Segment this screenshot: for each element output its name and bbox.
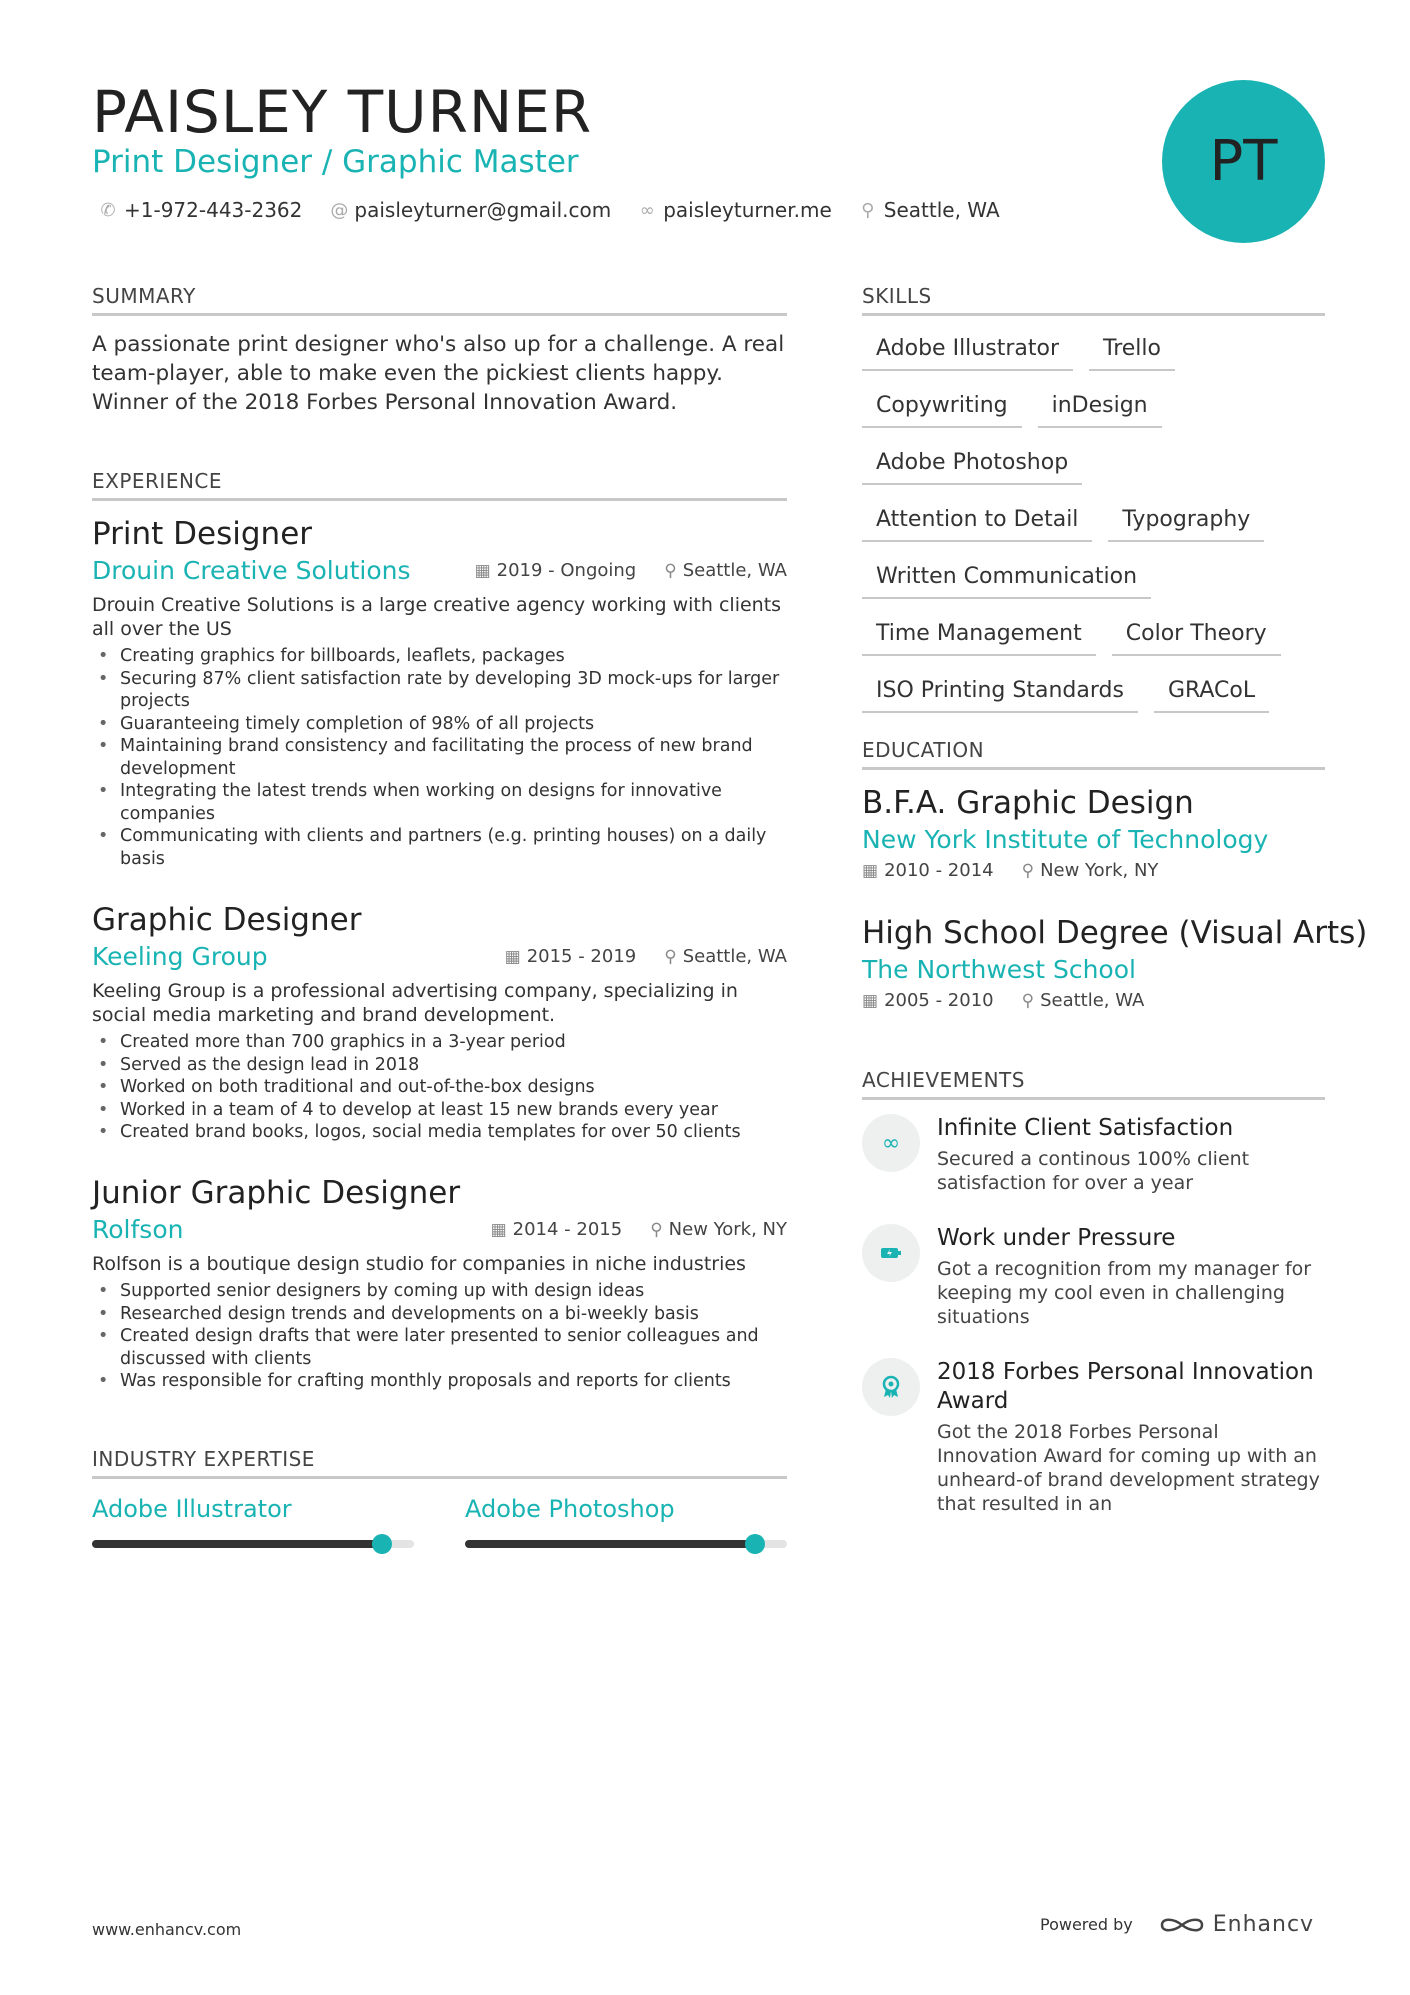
company-name: Keeling Group	[92, 942, 268, 971]
contact-website[interactable]	[639, 198, 832, 222]
expertise-bar	[92, 1540, 414, 1548]
location-icon: ⚲	[650, 1219, 663, 1240]
contact-phone-text: +1-972-443-2362	[124, 198, 303, 222]
footer-branding[interactable]	[1040, 1912, 1314, 1937]
contact-location	[860, 198, 1000, 222]
job-dates: 2019 - Ongoing	[496, 560, 637, 581]
bullet-item: • Supported senior designers by coming up with design ideas	[92, 1280, 787, 1303]
location-icon: ⚲	[664, 560, 677, 581]
infinity-icon: ∞	[862, 1114, 920, 1172]
job-description: Rolfson is a boutique design studio for companies in niche industries	[92, 1253, 746, 1275]
company-name: Drouin Creative Solutions	[92, 556, 411, 585]
achievement-item	[862, 1114, 1325, 1195]
achievement-title: Infinite Client Satisfaction	[937, 1115, 1234, 1141]
calendar-icon: ▦	[862, 990, 879, 1011]
skill-tag: Copywriting	[862, 387, 1022, 428]
company-name: Rolfson	[92, 1215, 184, 1244]
bullet-item: • Integrating the latest trends when working on designs for innovative companies	[92, 780, 787, 825]
bullet-item: • Created brand books, logos, social media templates for over 50 clients	[92, 1121, 787, 1144]
degree-title: High School Degree (Visual Arts)	[862, 915, 1368, 951]
contact-location-text: Seattle, WA	[883, 198, 1000, 222]
education-dates: 2005 - 2010	[884, 990, 994, 1011]
bullet-item: • Securing 87% client satisfaction rate by developing 3D mock-ups for larger projects	[92, 668, 787, 713]
bullet-item: • Creating graphics for billboards, leaflets, packages	[92, 645, 787, 668]
bullet-item: • Researched design trends and developments on a bi-weekly basis	[92, 1303, 787, 1326]
contact-website-text: paisleyturner.me	[663, 198, 832, 222]
expertise-item	[465, 1495, 787, 1548]
job-dates: 2015 - 2019	[526, 946, 637, 967]
achievement-item	[862, 1224, 1325, 1329]
job-description: Drouin Creative Solutions is a large creative agency working with clients all over the US	[92, 594, 782, 640]
bullet-item: • Created design drafts that were later presented to senior colleagues and discussed with clients	[92, 1325, 787, 1370]
job-bullets	[92, 1031, 787, 1144]
education-meta	[862, 990, 1325, 1011]
skills-list	[862, 330, 1325, 713]
skill-tag: Adobe Photoshop	[862, 444, 1082, 485]
expertise-label: Adobe Photoshop	[465, 1495, 675, 1523]
achievement-description: Secured a continous 100% client satisfaction for over a year	[937, 1148, 1250, 1194]
battery-icon	[862, 1224, 920, 1282]
award-icon	[862, 1358, 920, 1416]
job-location: Seattle, WA	[682, 560, 787, 581]
avatar: PT	[1162, 80, 1325, 243]
achievement-description: Got a recognition from my manager for keeping my cool even in challenging situations	[937, 1258, 1312, 1328]
bullet-item: • Maintaining brand consistency and facilitating the process of new brand development	[92, 735, 787, 780]
skill-tag: ISO Printing Standards	[862, 672, 1138, 713]
job-entry	[92, 516, 787, 870]
contact-bar	[100, 198, 1028, 222]
section-heading-achievements: ACHIEVEMENTS	[862, 1068, 1325, 1100]
bullet-item: • Communicating with clients and partners (e.g. printing houses) on a daily basis	[92, 825, 787, 870]
job-location: New York, NY	[668, 1219, 787, 1240]
section-heading-skills: SKILLS	[862, 284, 1325, 316]
achievement-description: Got the 2018 Forbes Personal Innovation Award for coming up with an unheard-of brand development strategy that resulted in an	[937, 1421, 1320, 1515]
achievement-title: 2018 Forbes Personal Innovation Award	[937, 1359, 1314, 1414]
education-location: Seattle, WA	[1040, 990, 1145, 1011]
candidate-title: Print Designer / Graphic Master	[92, 144, 579, 180]
job-title: Graphic Designer	[92, 902, 362, 938]
skill-tag: Attention to Detail	[862, 501, 1092, 542]
job-meta	[505, 946, 787, 967]
enhancv-logo-icon	[1159, 1914, 1205, 1936]
expertise-item	[92, 1495, 414, 1548]
bullet-item: • Was responsible for crafting monthly proposals and reports for clients	[92, 1370, 787, 1393]
bullet-item: • Served as the design lead in 2018	[92, 1054, 787, 1077]
contact-email[interactable]	[330, 198, 611, 222]
calendar-icon: ▦	[862, 860, 879, 881]
expertise-bar-fill	[92, 1540, 382, 1548]
skill-tag: Time Management	[862, 615, 1096, 656]
education-dates: 2010 - 2014	[884, 860, 994, 881]
degree-title: B.F.A. Graphic Design	[862, 785, 1194, 821]
education-entry	[862, 785, 1325, 881]
summary-text: A passionate print designer who's also up for a challenge. A real team-player, able to make even the pickiest clients happy. Winner of the 2018 Forbes Personal Innovation Award.	[92, 332, 785, 415]
at-icon: @	[330, 199, 349, 221]
skill-tag: Written Communication	[862, 558, 1151, 599]
achievement-title: Work under Pressure	[937, 1225, 1176, 1251]
job-meta	[491, 1219, 787, 1240]
skill-tag: Color Theory	[1112, 615, 1281, 656]
powered-by-label: Powered by	[1040, 1915, 1133, 1934]
job-bullets	[92, 1280, 787, 1393]
bullet-item: • Worked on both traditional and out-of-the-box designs	[92, 1076, 787, 1099]
enhancv-brand: Enhancv	[1212, 1912, 1315, 1937]
section-heading-education: EDUCATION	[862, 738, 1325, 770]
calendar-icon: ▦	[490, 1219, 507, 1240]
contact-email-text: paisleyturner@gmail.com	[354, 198, 612, 222]
skill-tag: Adobe Illustrator	[862, 330, 1073, 371]
calendar-icon: ▦	[474, 560, 491, 581]
location-icon: ⚲	[861, 199, 875, 221]
calendar-icon: ▦	[504, 946, 521, 967]
location-icon: ⚲	[1021, 990, 1035, 1011]
school-name: New York Institute of Technology	[862, 825, 1269, 854]
job-title: Print Designer	[92, 516, 313, 552]
school-name: The Northwest School	[862, 955, 1136, 984]
job-description: Keeling Group is a professional advertising company, specializing in social media marketing and brand development.	[92, 980, 738, 1026]
job-location: Seattle, WA	[682, 946, 787, 967]
achievement-item	[862, 1358, 1325, 1516]
job-meta	[475, 560, 787, 581]
candidate-name: PAISLEY TURNER	[92, 78, 593, 146]
skill-tag: Typography	[1108, 501, 1264, 542]
expertise-bar-knob	[745, 1534, 765, 1554]
expertise-bar-knob	[372, 1534, 392, 1554]
job-bullets	[92, 645, 787, 870]
section-heading-experience: EXPERIENCE	[92, 469, 787, 501]
skill-tag: Trello	[1089, 330, 1175, 371]
section-heading-expertise: INDUSTRY EXPERTISE	[92, 1447, 787, 1479]
location-icon: ⚲	[664, 946, 677, 967]
section-heading-summary: SUMMARY	[92, 284, 787, 316]
link-icon: ∞	[639, 199, 655, 221]
education-meta	[862, 860, 1325, 881]
bullet-item: • Guaranteeing timely completion of 98% of all projects	[92, 713, 787, 736]
contact-phone[interactable]	[100, 198, 302, 222]
bullet-item: • Created more than 700 graphics in a 3-year period	[92, 1031, 787, 1054]
education-entry	[862, 915, 1368, 1011]
bullet-item: • Worked in a team of 4 to develop at least 15 new brands every year	[92, 1099, 787, 1122]
job-entry	[92, 1175, 787, 1393]
job-entry	[92, 902, 787, 1144]
footer-website[interactable]: www.enhancv.com	[92, 1920, 242, 1939]
expertise-label: Adobe Illustrator	[92, 1495, 292, 1523]
job-title: Junior Graphic Designer	[92, 1175, 461, 1211]
location-icon: ⚲	[1021, 860, 1035, 881]
expertise-bar	[465, 1540, 787, 1548]
expertise-bar-fill	[465, 1540, 755, 1548]
skill-tag: inDesign	[1038, 387, 1162, 428]
phone-icon: ✆	[100, 199, 116, 221]
skill-tag: GRACoL	[1154, 672, 1269, 713]
job-dates: 2014 - 2015	[512, 1219, 623, 1240]
education-location: New York, NY	[1040, 860, 1159, 881]
